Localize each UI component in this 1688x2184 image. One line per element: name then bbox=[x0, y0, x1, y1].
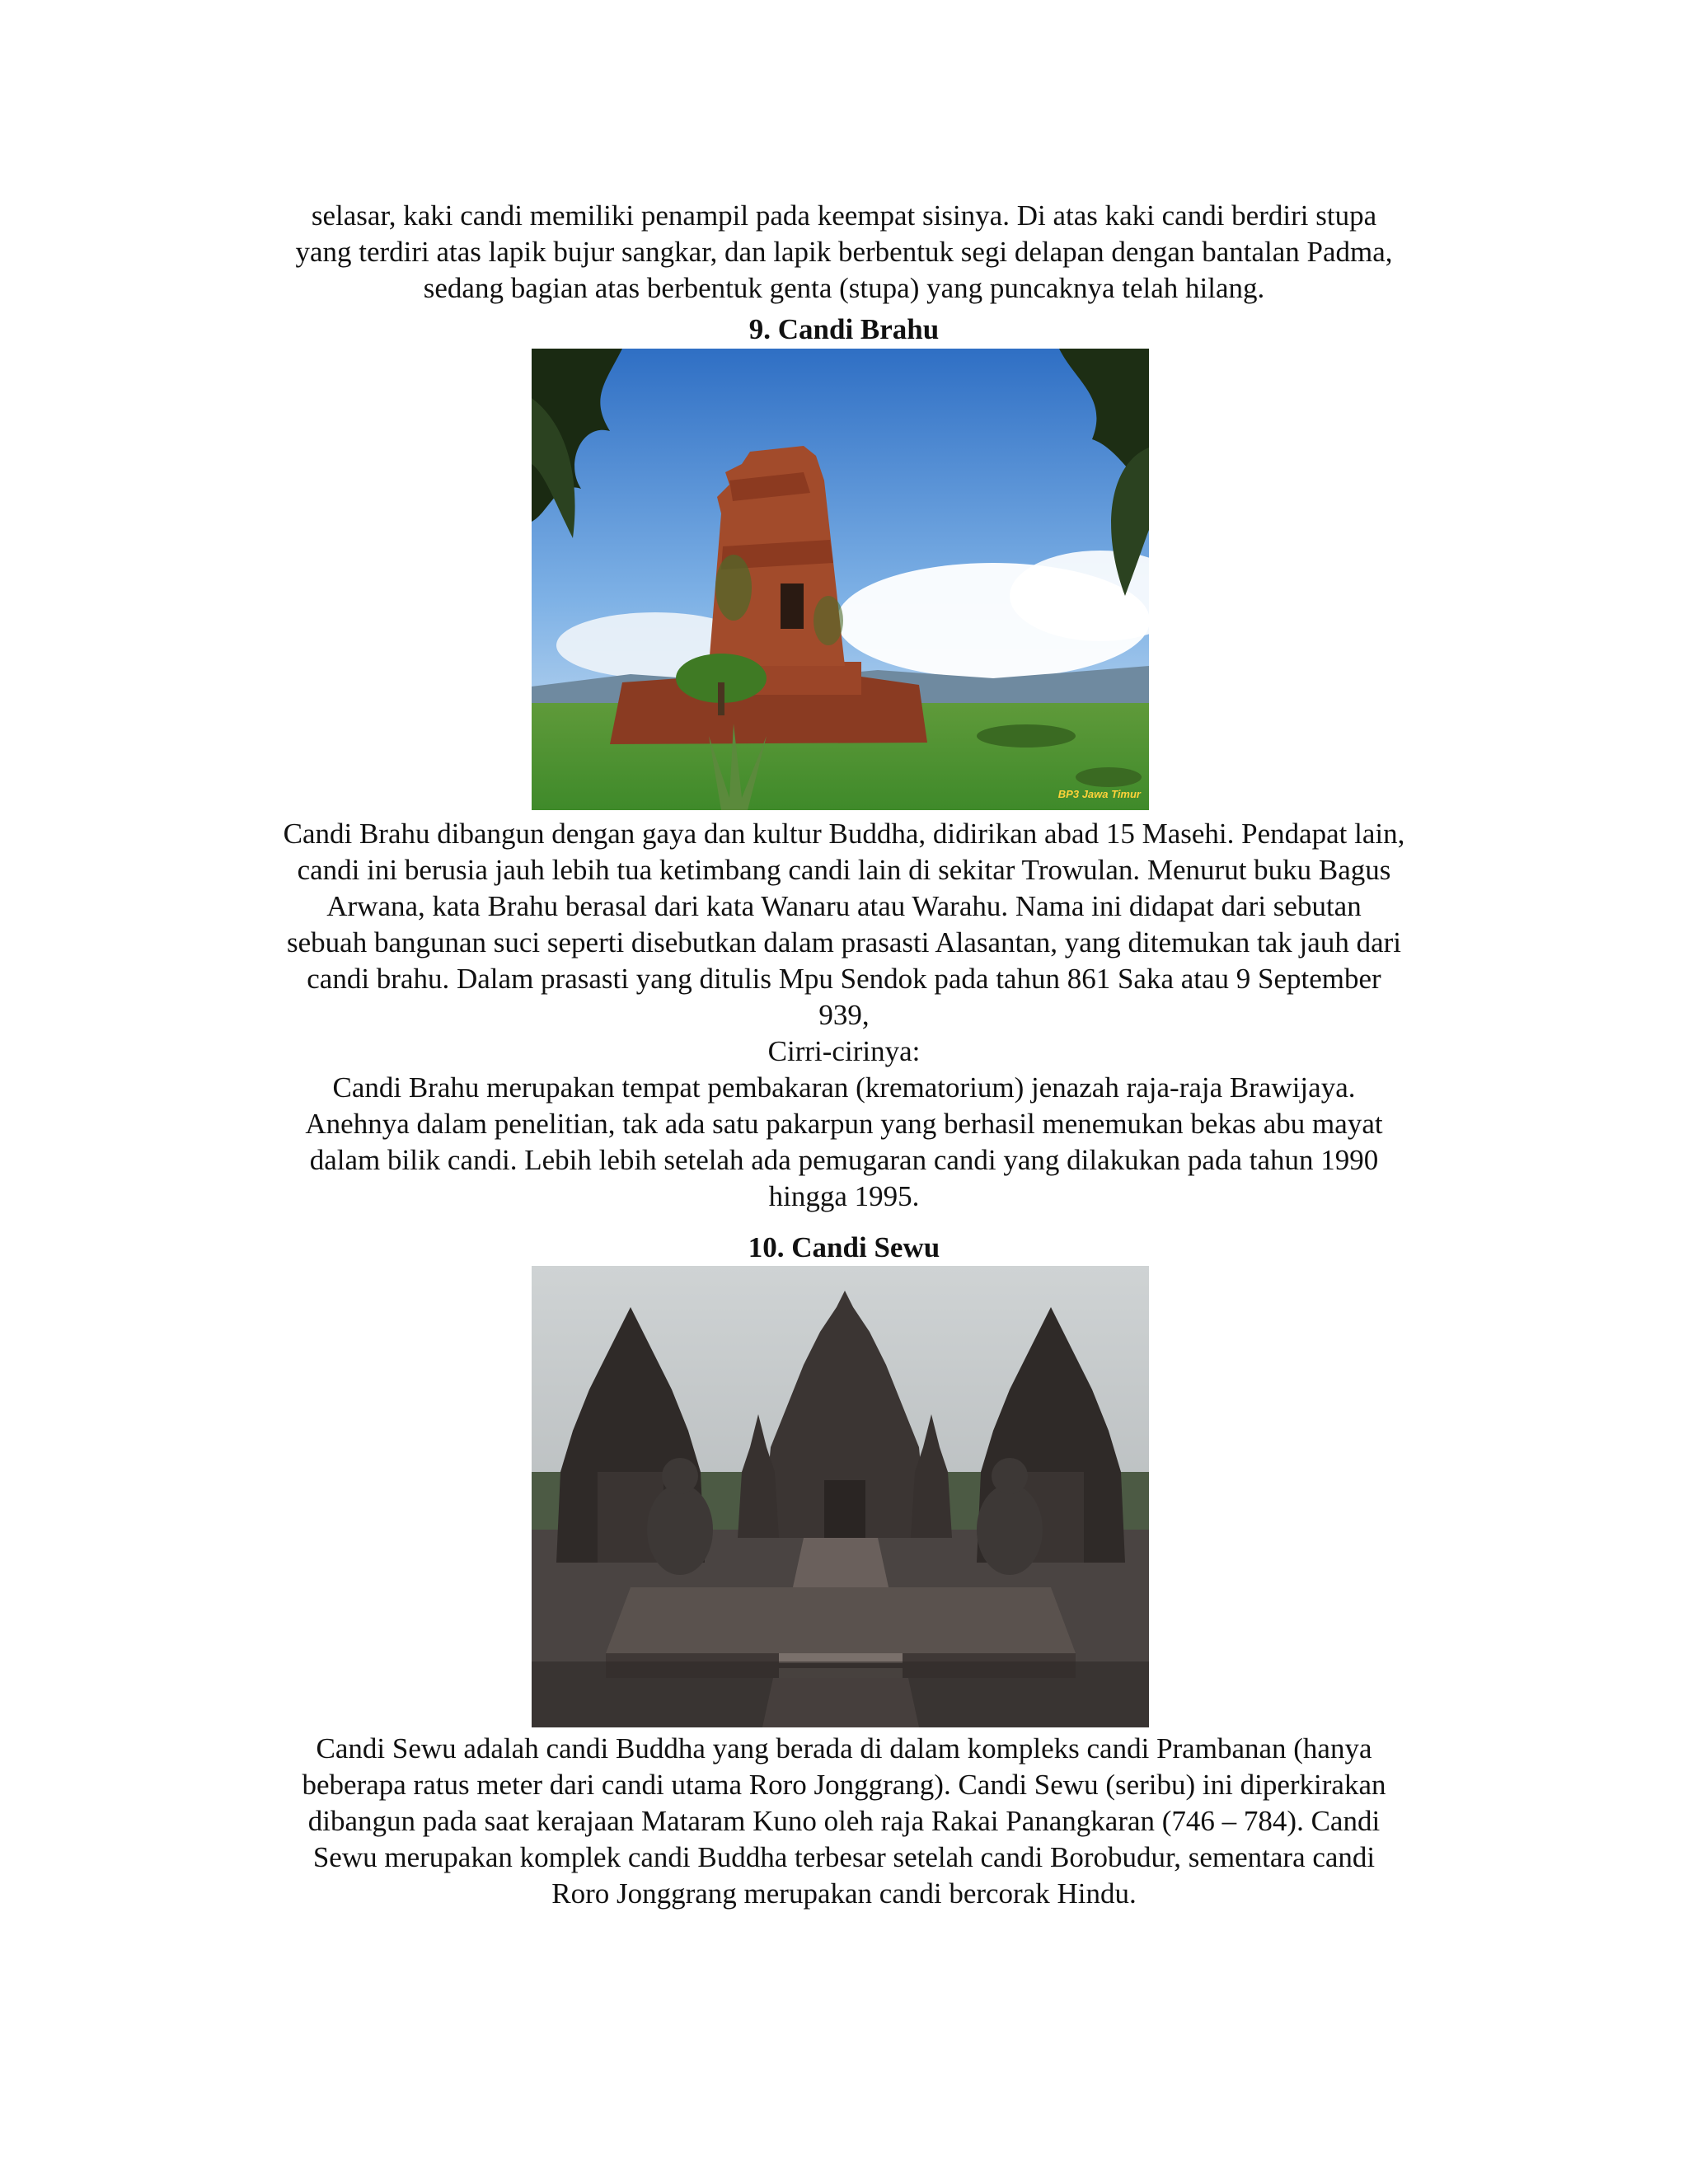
section-heading-candi-brahu: 9. Candi Brahu bbox=[748, 313, 940, 345]
features-line: Candi Brahu merupakan tempat pembakaran (krematorium) jenazah raja-raja Brawijaya. bbox=[332, 1071, 1356, 1104]
intro-paragraph bbox=[190, 198, 1498, 307]
intro-line: selasar, kaki candi memiliki penampil pada keempat sisinya. Di atas kaki candi berdiri stupa bbox=[311, 199, 1377, 232]
description-line: Sewu merupakan komplek candi Buddha terbesar setelah candi Borobudur, sementara candi bbox=[312, 1841, 1376, 1873]
candi-brahu-illustration bbox=[532, 349, 1149, 810]
intro-line: yang terdiri atas lapik bujur sangkar, dan lapik berbentuk segi delapan dengan bantalan Padma, bbox=[295, 236, 1393, 268]
features-line: hingga 1995. bbox=[768, 1180, 920, 1212]
features-line: Anehnya dalam penelitian, tak ada satu pakarpun yang berhasil menemukan bekas abu mayat bbox=[305, 1108, 1383, 1140]
description-line: sebuah bangunan suci seperti disebutkan dalam prasasti Alasantan, yang ditemukan tak jauh dari bbox=[287, 926, 1401, 958]
candi-brahu-photo bbox=[532, 349, 1149, 810]
features-label: Cirri-cirinya: bbox=[767, 1035, 921, 1067]
description-line: 939, bbox=[818, 999, 870, 1031]
candi-sewu-illustration bbox=[532, 1266, 1149, 1727]
candi-brahu-description bbox=[190, 816, 1498, 1215]
description-line: beberapa ratus meter dari candi utama Roro Jonggrang). Candi Sewu (seribu) ini diperkirakan bbox=[302, 1769, 1386, 1801]
candi-sewu-description bbox=[190, 1731, 1498, 1912]
description-line: Candi Sewu adalah candi Buddha yang berada di dalam kompleks candi Prambanan (hanya bbox=[316, 1732, 1372, 1765]
photo-watermark: BP3 Jawa Timur bbox=[1057, 788, 1141, 800]
description-line: dibangun pada saat kerajaan Mataram Kuno oleh raja Rakai Panangkaran (746 – 784). Candi bbox=[307, 1805, 1381, 1837]
description-line: Candi Brahu dibangun dengan gaya dan kultur Buddha, didirikan abad 15 Masehi. Pendapat lain, bbox=[283, 818, 1405, 850]
description-line: candi brahu. Dalam prasasti yang ditulis Mpu Sendok pada tahun 861 Saka atau 9 September bbox=[307, 963, 1381, 995]
features-line: dalam bilik candi. Lebih lebih setelah ada pemugaran candi yang dilakukan pada tahun 1990 bbox=[309, 1144, 1379, 1176]
section-heading-candi-sewu: 10. Candi Sewu bbox=[748, 1231, 940, 1263]
description-line: Arwana, kata Brahu berasal dari kata Wanaru atau Warahu. Nama ini didapat dari sebutan bbox=[326, 890, 1362, 922]
description-line: Roro Jonggrang merupakan candi bercorak Hindu. bbox=[551, 1877, 1137, 1910]
description-line: candi ini berusia jauh lebih tua ketimbang candi lain di sekitar Trowulan. Menurut buku Bagus bbox=[297, 854, 1391, 886]
candi-sewu-photo bbox=[532, 1266, 1149, 1727]
intro-line: sedang bagian atas berbentuk genta (stupa) yang puncaknya telah hilang. bbox=[423, 272, 1265, 304]
